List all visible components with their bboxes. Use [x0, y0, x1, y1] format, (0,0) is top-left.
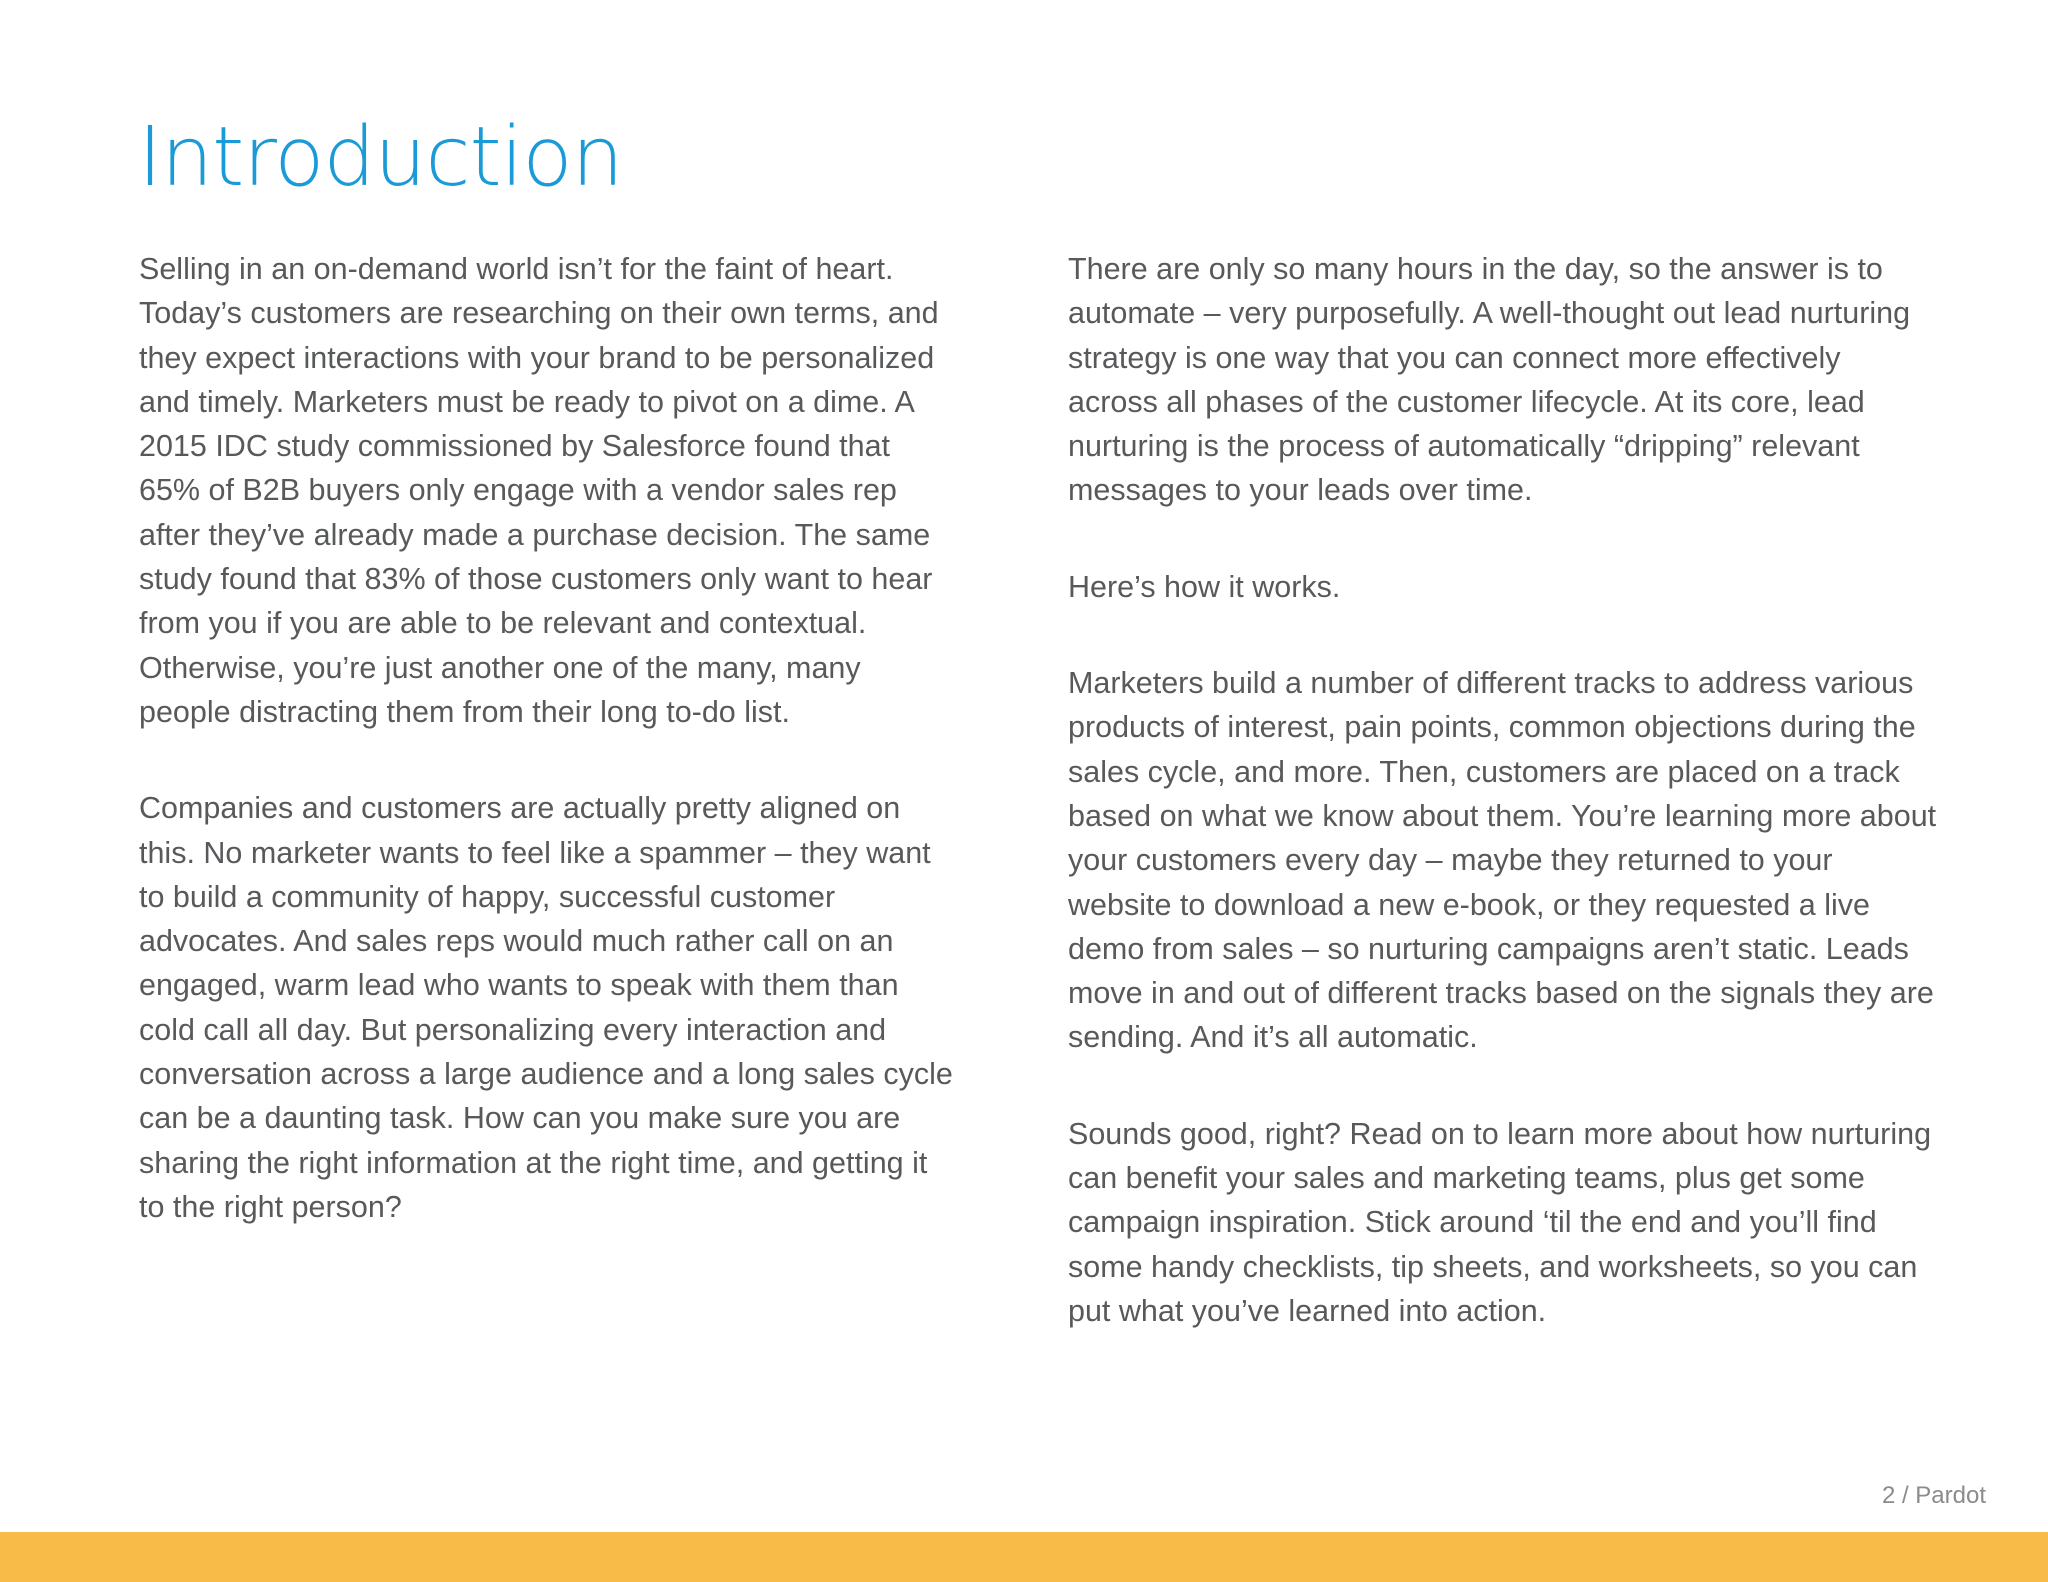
paragraph: Sounds good, right? Read on to learn more about how nurturing can benefit your sales and marketing teams, plus get some campaign inspiration. Stick around ‘til the end and you’ll find some handy checklists, tip sheets, and worksheets, so you can put what you’ve learned into action. [1068, 1116, 1932, 1328]
paragraph: There are only so many hours in the day, so the answer is to automate – very purposefully. A well-thought out lead nurturing strategy is one way that you can connect more effectively across all phases of the customer lifecycle. At its core, lead nurturing is the process of automatically “dripping” relevant messages to your leads over time. [1068, 252, 1911, 508]
paragraph: Here’s how it works. [1068, 569, 1341, 604]
right-column [1068, 247, 1938, 1385]
paragraph: Selling in an on-demand world isn’t for the faint of heart. Today’s customers are researching on their own terms, and they expect interactions with your brand to be personalized and timely. Marketers must be ready to pivot on a dime. A 2015 IDC study commissioned by Salesforce found that 65% of B2B buyers only engage with a vendor sales rep after they’ve already made a purchase decision. The same study found that 83% of those customers only want to hear from you if you are able to be relevant and contextual. Otherwise, you’re just another one of the many, many people distracting them from their long to-do list. [139, 252, 939, 729]
page-number: 2 / Pardot [1881, 1482, 1986, 1509]
page-title: Introduction [138, 110, 623, 205]
paragraph: Marketers build a number of different tracks to address various products of interest, pain points, common objections during the sales cycle, and more. Then, customers are placed on a track based on what we know about them. You’re learning more about your customers every day – maybe they returned to your website to download a new e-book, or they requested a live demo from sales – so nurturing campaigns aren’t static. Leads move in and out of different tracks based on the signals they are sending. And it’s all automatic. [1068, 666, 1937, 1055]
left-column [139, 247, 954, 1281]
paragraph: Companies and customers are actually pretty aligned on this. No marketer wants to feel like a spammer – they want to build a community of happy, successful customer advocates. And sales reps would much rather call on an engaged, warm lead who wants to speak with them than cold call all day. But personalizing every interaction and conversation across a large audience and a long sales cycle can be a daunting task. How can you make sure you are sharing the right information at the right time, and getting it to the right person? [139, 791, 953, 1224]
footer-bar [0, 1532, 2048, 1582]
